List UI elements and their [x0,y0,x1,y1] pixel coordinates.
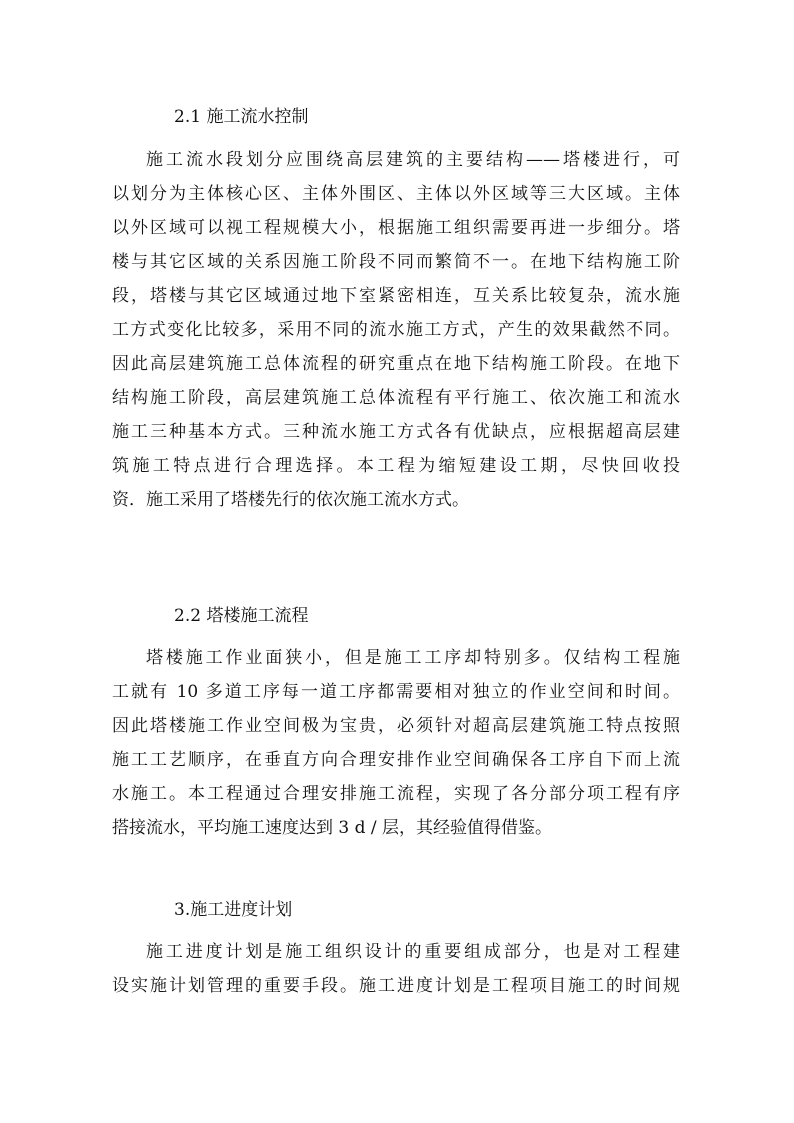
paragraph-line: 施工流水段划分应围绕高层建筑的主要结构——塔楼进行，可 [146,150,680,170]
paragraph-line: 因此高层建筑施工总体流程的研究重点在地下结构施工阶段。在地下 [112,354,680,374]
paragraph-line: 因此塔楼施工作业空间极为宝贵，必须针对超高层建筑施工特点按照 [112,716,680,736]
paragraph-line: 以外区域可以视工程规模大小，根据施工组织需要再进一步细分。塔 [112,218,680,238]
section-heading-2-2: 2.2 塔楼施工流程 [174,606,309,626]
paragraph-line: 塔楼施工作业面狭小，但是施工工序却特别多。仅结构工程施 [146,648,680,668]
paragraph-line: 施工工艺顺序，在垂直方向合理安排作业空间确保各工序自下而上流 [112,750,680,770]
paragraph-line: 楼与其它区域的关系因施工阶段不同而繁简不一。在地下结构施工阶 [112,252,680,272]
paragraph-line: 以划分为主体核心区、主体外围区、主体以外区域等三大区域。主体 [112,184,680,204]
paragraph-line: 水施工。本工程通过合理安排施工流程，实现了各分部分项工程有序 [112,784,680,804]
paragraph-line: 段，塔楼与其它区域通过地下室紧密相连，互关系比较复杂，流水施 [112,286,680,306]
section-3-paragraph [112,935,680,1003]
paragraph-line: 筑施工特点进行合理选择。本工程为缩短建设工期，尽快回收投 [112,456,680,476]
section-2-2-paragraph [112,641,680,845]
section-heading-2-1: 2.1 施工流水控制 [174,107,309,127]
paragraph-line: 资．施工采用了塔楼先行的依次施工流水方式。 [112,490,469,510]
paragraph-line: 工就有 10 多道工序每一道工序都需要相对独立的作业空间和时间。 [112,682,680,702]
paragraph-line: 设实施计划管理的重要手段。施工进度计划是工程项目施工的时间规 [112,976,680,996]
paragraph-line: 搭接流水，平均施工速度达到 3 d / 层，其经验值得借鉴。 [112,818,553,838]
paragraph-line: 施工三种基本方式。三种流水施工方式各有优缺点，应根据超高层建 [112,422,680,442]
paragraph-line: 施工进度计划是施工组织设计的重要组成部分，也是对工程建 [146,942,680,962]
section-heading-3: 3.施工进度计划 [174,900,293,920]
paragraph-line: 结构施工阶段，高层建筑施工总体流程有平行施工、依次施工和流水 [112,388,680,408]
paragraph-line: 工方式变化比较多，采用不同的流水施工方式，产生的效果截然不同。 [112,320,680,340]
section-2-1-paragraph [112,143,680,517]
